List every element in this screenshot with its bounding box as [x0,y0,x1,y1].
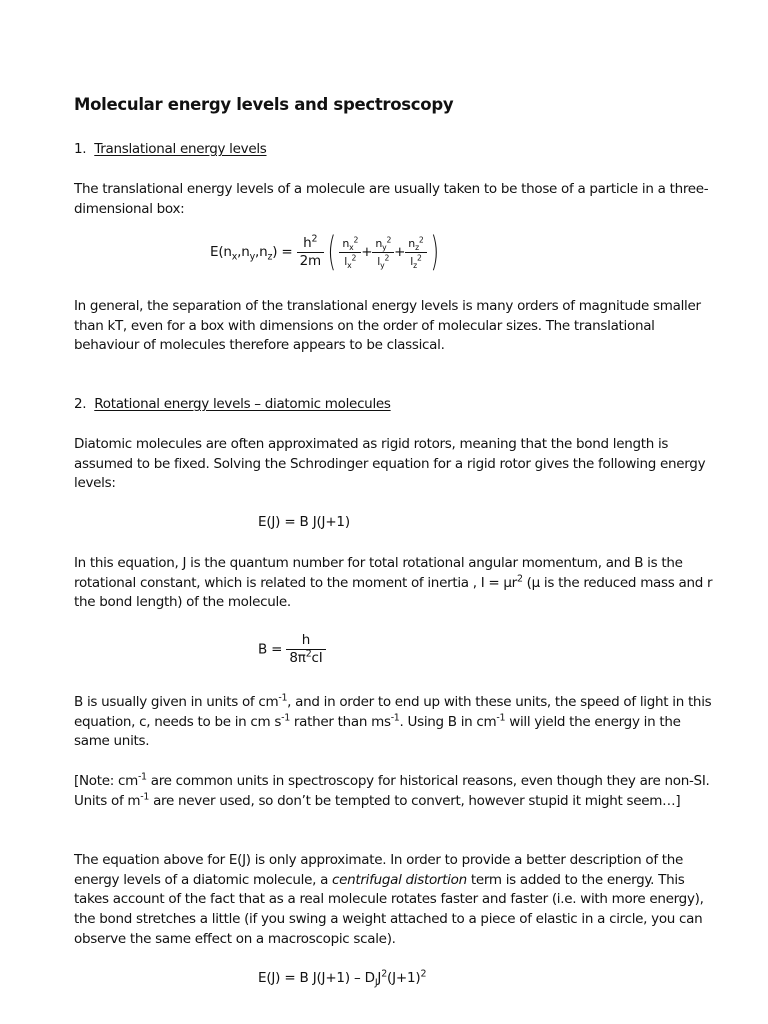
centrifugal-distortion-term: centrifugal distortion [332,871,467,888]
centrifugal-distortion-paragraph: The equation above for E(J) is only approximate. In order to provide a better description of the energy levels of a diatomic molecule, a centrifugal distortion term is added to the energy. This takes account of the fact that as a real molecule rotates faster and faster (i.e. with more energy), the bond stretches a little (if you swing a weight attached to a piece of elastic in a circle, you can observe the same effect on a macroscopic scale). [74,852,704,947]
h-squared-over-2m: $\frac{h^2}{2m}$ [297,236,324,269]
note-paragraph: [Note: $cm^{-1}$ are common units in spectroscopy for historical reasons, even though they are non-SI. Units of $m^{-1}$ are never used, so don’t be tempted to convert, however stupid it might seem…] [74,771,710,809]
section-1-heading [74,141,267,157]
units-paragraph: B is usually given in units of $cm^{-1}$, and in order to end up with these units, the speed of light in this equation, c, needs to be in cm $s^{-1}$ rather than $ms^{-1}$. Using B in $cm^{-1}$ will yield the energy in the same units. [74,692,712,750]
page-title: Molecular energy levels and spectroscopy [74,95,454,114]
section-1-heading-text: Translational energy levels [94,141,267,157]
section-1-number: 1. [74,141,87,157]
translational-energy-equation: $E(n_x,n_y,n_z)$ = $\frac{h^2}{2m}$ ( $\frac{n_x^2}{l_x^2}$ + $\frac{n_y^2}{l_y^2}$ + $\frac{n_z^2}{l_z^2}$ ) [210,229,439,275]
section-2-heading [74,396,391,412]
equation-lhs: E(n [210,244,232,260]
rotational-constant-paragraph: In this equation, J is the quantum number for total rotational angular momentum, and B is the rotational constant, which is related to the moment of inertia , $I = \mu r^2$ (μ is the reduced mass and r the bond length) of the molecule. [74,555,713,611]
section-2-heading-text: Rotational energy levels – diatomic molecules [94,396,391,412]
centrifugal-distortion-equation: E(J) = B $J(J+1) - D_JJ^2(J+1)^2$ [258,968,427,989]
rotational-constant-equation: B = $\frac{h}{8\pi^2cI}$ [258,633,326,666]
section-2-intro: Diatomic molecules are often approximated as rigid rotors, meaning that the bond length is assumed to be fixed. Solving the Schrodinger equation for a rigid rotor gives the following energy levels: [74,436,706,492]
section-1-discussion: In general, the separation of the translational energy levels is many orders of magnitude smaller than kT, even for a box with dimensions on the order of molecular sizes. The translational behaviour of molecules therefore appears to be classical. [74,298,701,354]
section-2-number: 2. [74,396,87,412]
section-1-intro: The translational energy levels of a molecule are usually taken to be those of a particle in a three-dimensional box: [74,181,709,217]
rigid-rotor-equation: E(J) = B J(J+1) [258,514,350,530]
